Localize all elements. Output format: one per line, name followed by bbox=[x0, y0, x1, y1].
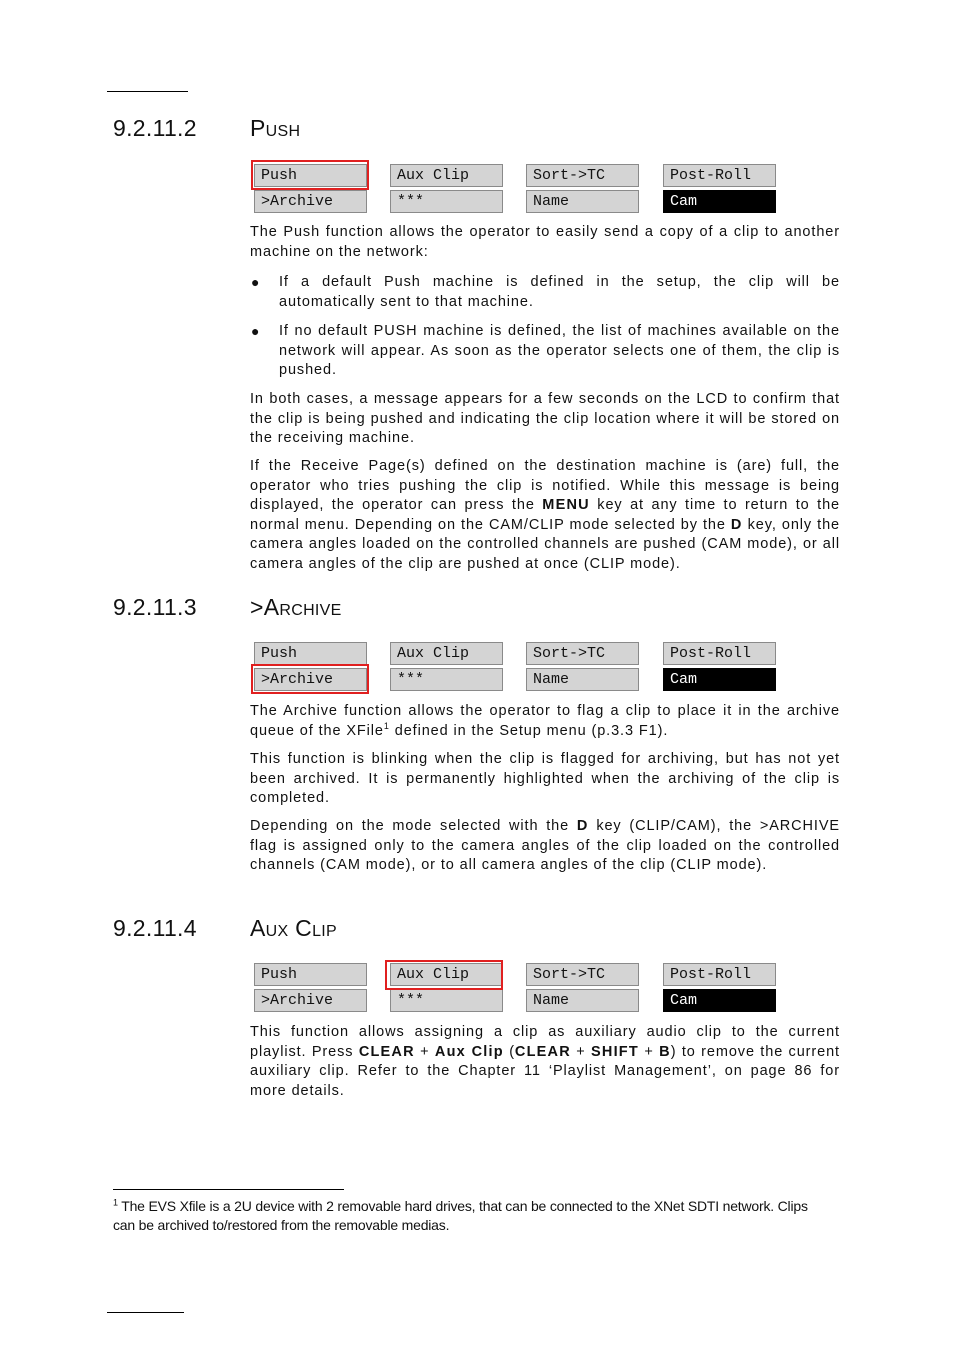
text-run: + bbox=[570, 1043, 592, 1060]
lcd-cell-stars: *** bbox=[390, 668, 503, 691]
heading-title: Aux Clip bbox=[250, 915, 337, 941]
text-run: key, only the camera angles loaded on the controlled channels are pushed (CAM mode), or all camera angles of the clip are pushed at once (CLIP mode). bbox=[250, 516, 840, 572]
heading-title: >Archive bbox=[250, 594, 342, 620]
key-d: D bbox=[576, 818, 589, 834]
key-shift: SHIFT bbox=[591, 1043, 639, 1060]
lcd-menu-aux-clip bbox=[250, 963, 780, 1015]
footnote-marker: 1 bbox=[113, 1197, 118, 1208]
key-menu: MENU bbox=[542, 497, 590, 513]
bullet-icon: ● bbox=[251, 274, 261, 290]
push-para-2: In both cases, a message appears for a few seconds on the LCD to confirm that the clip is being pushed and indicating the clip location where it will be stored on the receiving machine. bbox=[250, 391, 840, 446]
text-run: + bbox=[638, 1043, 660, 1060]
aux-clip-para bbox=[250, 1023, 840, 1101]
header-rule bbox=[107, 91, 188, 92]
lcd-cell-push: Push bbox=[254, 963, 367, 986]
lcd-cell-post-roll: Post-Roll bbox=[663, 642, 776, 665]
lcd-cell-push: Push bbox=[254, 642, 367, 665]
text-run: Depending on the mode selected with the bbox=[250, 818, 577, 834]
push-intro: The Push function allows the operator to easily send a copy of a clip to another machine on the network: bbox=[250, 224, 840, 260]
heading-number: 9.2.11.3 bbox=[113, 594, 197, 620]
lcd-cell-stars: *** bbox=[390, 190, 503, 213]
text-run: defined in the Setup menu (p.3.3 F1). bbox=[389, 722, 669, 739]
lcd-menu-push bbox=[250, 164, 780, 216]
push-para-3 bbox=[250, 457, 840, 574]
text-run: ( bbox=[503, 1043, 515, 1060]
lcd-cell-archive: >Archive bbox=[254, 989, 367, 1012]
heading-archive bbox=[113, 594, 342, 621]
key-d: D bbox=[730, 516, 743, 533]
lcd-cell-post-roll: Post-Roll bbox=[663, 164, 776, 187]
text-run: If the Receive Page(s) defined on the destination machine is (are) full, the operator who tries pushing the clip is notified. While this message is being displayed, the operator can press the bbox=[250, 458, 840, 513]
footer-rule bbox=[107, 1312, 184, 1313]
footnote-text: The EVS Xfile is a 2U device with 2 removable hard drives, that can be connected to the XNet SDTI network. Clips can be archived to/restored from the removable medias. bbox=[113, 1198, 808, 1233]
heading-push bbox=[113, 115, 300, 142]
lcd-cell-post-roll: Post-Roll bbox=[663, 963, 776, 986]
heading-number: 9.2.11.2 bbox=[113, 115, 197, 141]
lcd-cell-archive: >Archive bbox=[254, 668, 367, 691]
lcd-cell-sort-tc: Sort->TC bbox=[526, 642, 639, 665]
archive-para-2: This function is blinking when the clip is flagged for archiving, but has not yet been archived. It is permanently highlighted when the archiving of the clip is completed. bbox=[250, 751, 840, 806]
lcd-cell-sort-tc: Sort->TC bbox=[526, 963, 639, 986]
lcd-cell-cam: Cam bbox=[663, 989, 776, 1012]
lcd-cell-aux-clip: Aux Clip bbox=[390, 642, 503, 665]
lcd-cell-archive: >Archive bbox=[254, 190, 367, 213]
footnote-ref: 1 bbox=[383, 720, 390, 731]
push-bullet-1 bbox=[251, 273, 840, 312]
archive-para-3 bbox=[250, 817, 840, 876]
key-clear: CLEAR bbox=[358, 1043, 415, 1060]
bullet-text: If no default PUSH machine is defined, the list of machines available on the network will appear. As soon as the operator selects one of them, the clip is pushed. bbox=[279, 323, 840, 378]
bullet-icon: ● bbox=[251, 323, 261, 339]
text-run: key (CLIP/CAM), the >ARCHIVE flag is assigned only to the camera angles of the clip loaded on the controlled channels (CAM mode), or to all camera angles of the clip (CLIP mode). bbox=[250, 818, 840, 873]
key-clear: CLEAR bbox=[514, 1043, 571, 1060]
lcd-cell-aux-clip: Aux Clip bbox=[390, 164, 503, 187]
bullet-text: If a default Push machine is defined in the setup, the clip will be automatically sent to that machine. bbox=[279, 274, 840, 310]
lcd-cell-stars: *** bbox=[390, 989, 503, 1012]
lcd-cell-aux-clip: Aux Clip bbox=[390, 963, 503, 986]
key-b: B bbox=[659, 1043, 671, 1060]
heading-number: 9.2.11.4 bbox=[113, 915, 197, 941]
lcd-cell-sort-tc: Sort->TC bbox=[526, 164, 639, 187]
push-bullet-2 bbox=[251, 322, 840, 381]
key-aux-clip: Aux Clip bbox=[434, 1043, 504, 1060]
heading-title: Push bbox=[250, 115, 301, 141]
lcd-cell-name: Name bbox=[526, 668, 639, 691]
lcd-cell-name: Name bbox=[526, 190, 639, 213]
lcd-cell-name: Name bbox=[526, 989, 639, 1012]
text-run: This function allows assigning a clip as auxiliary audio clip to the current playlist. Press bbox=[250, 1024, 840, 1060]
lcd-cell-cam: Cam bbox=[663, 190, 776, 213]
heading-aux-clip bbox=[113, 915, 337, 942]
text-run: key at any time to return to the normal menu. Depending on the CAM/CLIP mode selected by the bbox=[250, 497, 840, 533]
lcd-menu-archive bbox=[250, 642, 780, 694]
footnote bbox=[113, 1197, 833, 1235]
lcd-cell-push: Push bbox=[254, 164, 367, 187]
footnote-rule bbox=[113, 1189, 344, 1190]
text-run: ) to remove the current auxiliary clip. Refer to the Chapter 11 ‘Playlist Management’, on page 86 for more details. bbox=[250, 1043, 840, 1099]
text-run: + bbox=[414, 1043, 435, 1060]
lcd-cell-cam: Cam bbox=[663, 668, 776, 691]
text-run: The Archive function allows the operator to flag a clip to place it in the archive queue of the XFile bbox=[250, 703, 840, 739]
archive-para-1 bbox=[250, 702, 840, 741]
